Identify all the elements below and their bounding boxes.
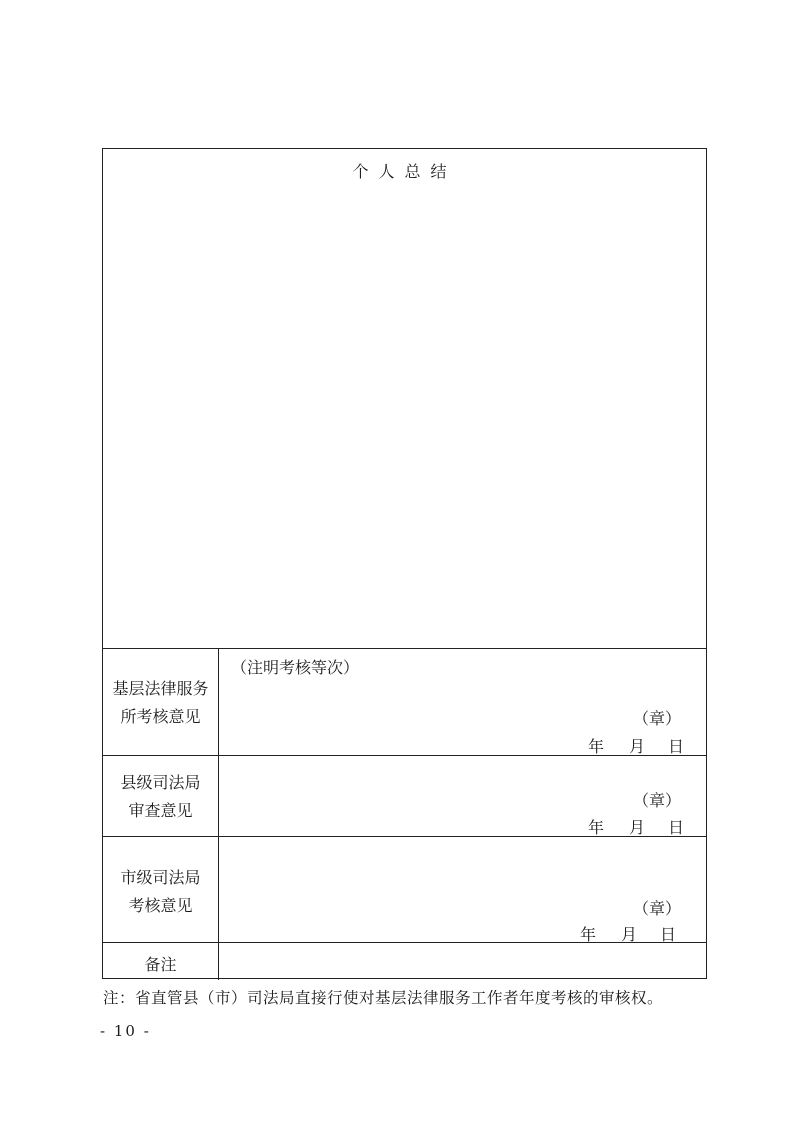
row1-seal: （章） <box>632 709 681 728</box>
footnote: 注：省直管县（市）司法局直接行使对基层法律服务工作者年度考核的审核权。 <box>103 989 664 1007</box>
row3-day: 日 <box>660 925 677 944</box>
row3-month: 月 <box>621 925 638 944</box>
summary-content-area[interactable] <box>103 189 706 647</box>
remarks-label: 备注 <box>144 955 177 974</box>
row3-label-line1: 市级司法局 <box>120 868 201 887</box>
row3-label <box>103 864 218 920</box>
row1-month: 月 <box>629 737 646 756</box>
row3-year: 年 <box>580 925 597 944</box>
row1-label-line1: 基层法律服务 <box>112 679 209 698</box>
row1-day: 日 <box>668 737 685 756</box>
row2-label-line1: 县级司法局 <box>120 773 201 792</box>
row2-seal: （章） <box>632 791 681 810</box>
row4-label <box>103 951 218 979</box>
row1-label <box>103 675 218 731</box>
row3-seal: （章） <box>632 899 681 918</box>
page-number: - 10 - <box>100 1022 151 1040</box>
grade-hint: （注明考核等次） <box>231 658 360 677</box>
row2-label <box>103 769 218 825</box>
row1-label-line2: 所考核意见 <box>120 707 201 726</box>
row2-day: 日 <box>668 818 685 837</box>
row2-year: 年 <box>588 818 605 837</box>
row3-label-line2: 考核意见 <box>128 896 193 915</box>
assessment-form-table <box>102 148 707 979</box>
row2-month: 月 <box>629 818 646 837</box>
row2-label-line2: 审查意见 <box>128 801 193 820</box>
remarks-area[interactable] <box>219 943 706 979</box>
row1-year: 年 <box>588 737 605 756</box>
summary-title: 个人总结 <box>352 162 457 181</box>
